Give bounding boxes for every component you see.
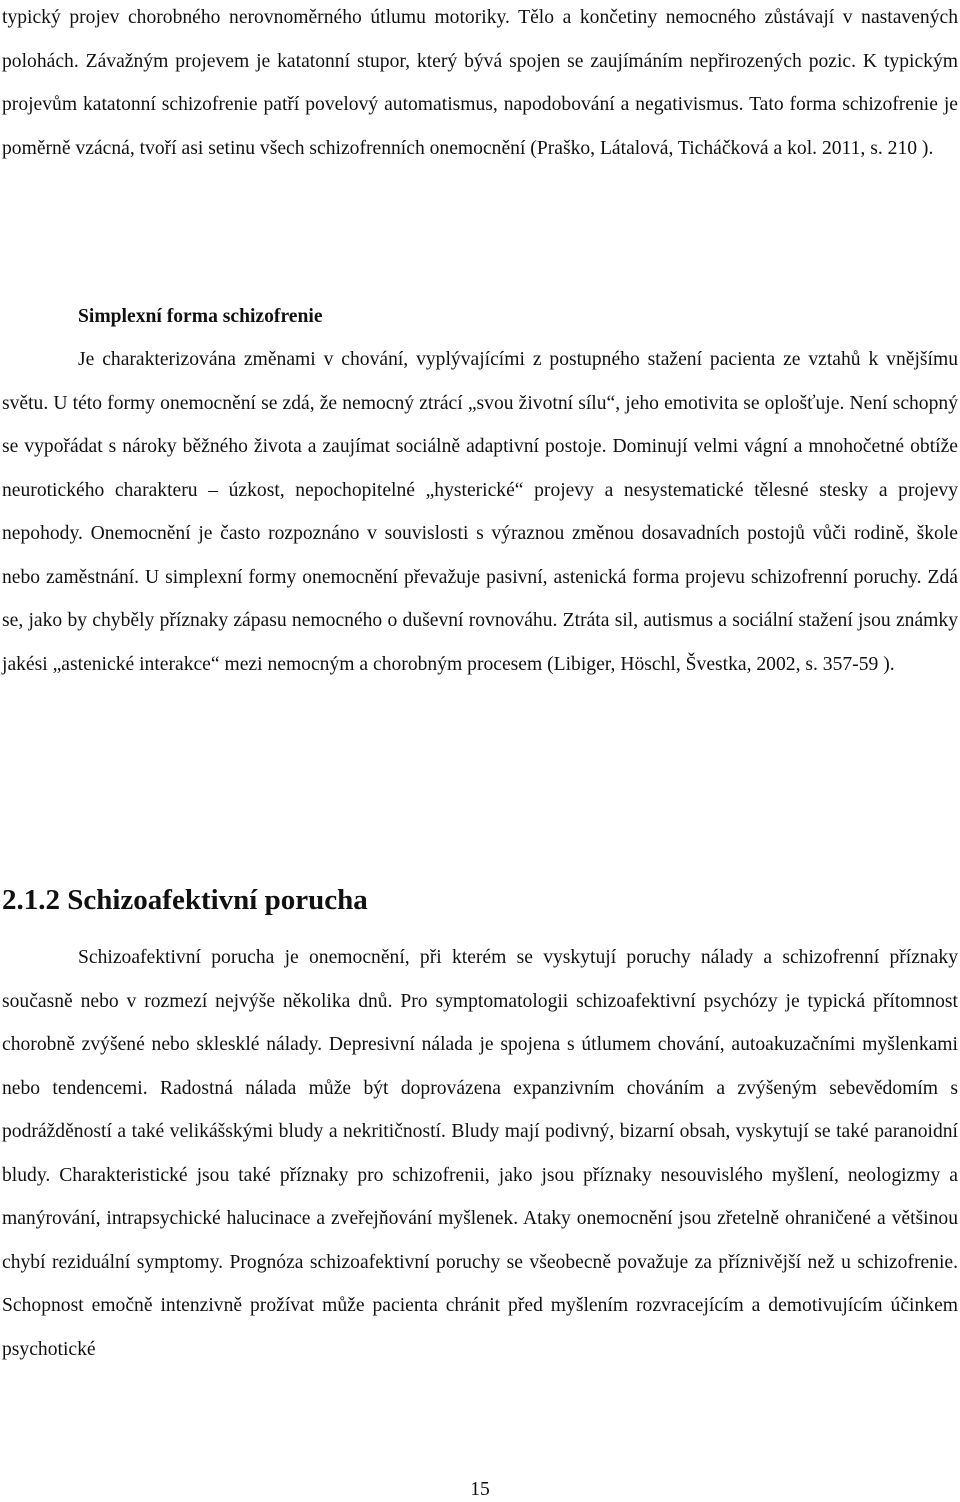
chapter-heading: 2.1.2 Schizoafektivní porucha bbox=[2, 884, 368, 916]
subheading-simplex: Simplexní forma schizofrenie bbox=[78, 306, 323, 327]
paragraph-simplex: Je charakterizována změnami v chování, vyplývajícími z postupného stažení pacienta ze vztahů k vnějšímu světu. U této formy onemocnění se zdá, že nemocný ztrácí „svou životní sílu“, jeho emotivita se oplošťuje. Není schopný se vypořádat s nároky běžného života a zaujímat sociálně adaptivní postoje. Dominují velmi vágní a mnohočetné obtíže neurotického charakteru – úzkost, nepochopitelné „hysterické“ projevy a nesystematické tělesné stesky a projevy nepohody. Onemocnění je často rozpoznáno v souvislosti s výraznou změnou dosavadních postojů vůči rodině, škole nebo zaměstnání. U simplexní formy onemocnění převažuje pasivní, astenická forma projevu schizofrenní poruchy. Zdá se, jako by chyběly příznaky zápasu nemocného o duševní rovnováhu. Ztráta sil, autismus a sociální stažení jsou známky jakési „astenické interakce“ mezi nemocným a chorobným procesem (Libiger, Höschl, Švestka, 2002, s. 357-59 ). bbox=[2, 349, 958, 675]
page-number: 15 bbox=[470, 1479, 490, 1500]
paragraph-schizoaffective: Schizoafektivní porucha je onemocnění, při kterém se vyskytují poruchy nálady a schizofrenní příznaky současně nebo v rozmezí nejvýše několika dnů. Pro symptomatologii schizoafektivní psychózy je typická přítomnost chorobně zvýšené nebo sklesklé nálady. Depresivní nálada je spojena s útlumem chování, autoakuzačními myšlenkami nebo tendencemi. Radostná nálada může být doprovázena expanzivním chováním a zvýšeným sebevědomím s podrážděností a také velikášskými bludy a nekritičností. Bludy mají podivný, bizarní obsah, vyskytují se také paranoidní bludy. Charakteristické jsou také příznaky pro schizofrenii, jako jsou příznaky nesouvislého myšlení, neologizmy a manýrování, intrapsychické halucinace a zveřejňování myšlenek. Ataky onemocnění jsou zřetelně ohraničené a většinou chybí reziduální symptomy. Prognóza schizoafektivní poruchy se všeobecně považuje za příznivější než u schizofrenie. Schopnost emočně intenzivně prožívat může pacienta chránit před myšlením rozvracejícím a demotivujícím účinkem psychotické bbox=[2, 947, 958, 1360]
paragraph-catatonic: typický projev chorobného nerovnoměrného útlumu motoriky. Tělo a končetiny nemocného zůstávají v nastavených polohách. Závažným projevem je katatonní stupor, který bývá spojen se zaujímáním nepřirozených pozic. K typickým projevům katatonní schizofrenie patří povelový automatismus, napodobování a negativismus. Tato forma schizofrenie je poměrně vzácná, tvoří asi setinu všech schizofrenních onemocnění (Praško, Látalová, Ticháčková a kol. 2011, s. 210 ). bbox=[2, 7, 958, 159]
